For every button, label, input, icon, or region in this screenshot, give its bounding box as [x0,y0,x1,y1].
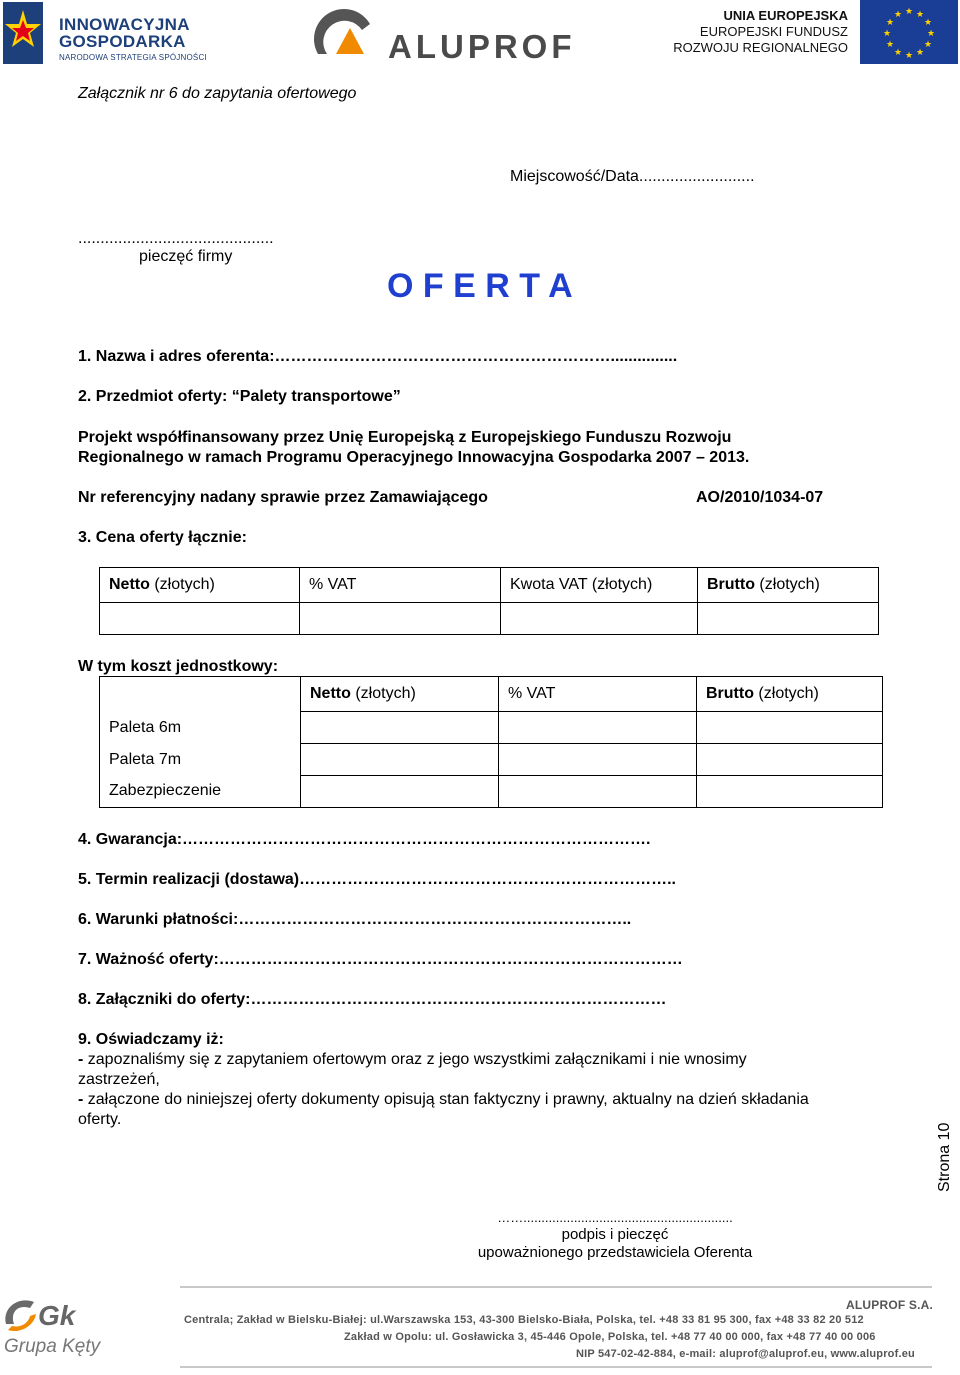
footer-line2: Zakład w Opolu: ul. Gosławicka 3, 45-446 Opole, Polska, tel. +48 77 40 00 000, fax +48 77 40 00 006 [344,1331,876,1343]
zabezpieczenie-brutto-cell[interactable] [697,776,883,808]
declaration-1-cont: zastrzeżeń, [78,1071,160,1088]
grupa-kety-gk: Gk [38,1300,76,1331]
attachment-title: Załącznik nr 6 do zapytania ofertowego [78,85,357,102]
svg-text:★: ★ [882,29,892,39]
signature-line1: podpis i pieczęć [561,1226,669,1243]
ig-line1: INNOWACYJNA [59,15,190,34]
price-header-brutto: Brutto (złotych) [698,568,879,603]
reference-value: AO/2010/1034-07 [696,489,824,506]
price-table-input-row [100,603,879,635]
footer-divider [180,1286,932,1288]
unit-header-vat: % VAT [499,677,697,712]
innowacyjna-gospodarka-logo [3,2,208,64]
section-3-price: 3. Cena oferty łącznie: [78,529,247,546]
project-line-2: Regionalnego w ramach Programu Operacyjnego Innowacyjna Gospodarka 2007 – 2013. [78,449,750,466]
price-brutto-cell[interactable] [698,603,879,635]
signature-line2: upoważnionego przedstawiciela Oferenta [477,1244,753,1261]
svg-text:★: ★ [893,48,903,58]
svg-text:★: ★ [923,18,933,28]
declaration-2-cont: oferty. [78,1111,122,1128]
reference-label: Nr referencyjny nadany sprawie przez Zamawiającego [78,489,488,506]
section-1-name-address: 1. Nazwa i adres oferenta:………………………………………………………............... [78,348,678,365]
page-number: Strona 10 [936,1122,953,1192]
aluprof-wordmark: ALUPROF [388,28,576,65]
unit-cost-label: W tym koszt jednostkowy: [78,658,279,675]
ig-line3: NARODOWA STRATEGIA SPÓJNOŚCI [59,53,207,62]
unit-header-empty [100,677,301,712]
price-header-vat-amount: Kwota VAT (złotych) [501,568,698,603]
paleta-7m-brutto-cell[interactable] [697,744,883,776]
footer-line3: NIP 547-02-42-884, e-mail: aluprof@aluprof.eu, www.aluprof.eu [576,1348,915,1360]
zabezpieczenie-vat-cell[interactable] [499,776,697,808]
ig-star-icon [3,2,47,64]
section-8-attachments: 8. Załączniki do oferty:…………………………………………………………………… [78,991,667,1008]
ig-line2: GOSPODARKA [59,32,186,51]
unit-cost-table [99,676,883,808]
grupa-kety-logo [0,1292,120,1362]
section-7-validity: 7. Ważność oferty:…………………………………………………………………………… [78,951,683,968]
svg-text:★: ★ [885,40,895,50]
aluprof-logo [312,6,602,65]
paleta-7m-vat-cell[interactable] [499,744,697,776]
eu-logo-text [670,8,848,56]
footer-divider-bottom [180,1366,932,1368]
section-5-delivery: 5. Termin realizacji (dostawa)…………………………………………………………….. [78,871,676,888]
price-header-netto: Netto (złotych) [100,568,300,603]
declaration-2: - załączone do niniejszej oferty dokumenty opisują stan faktyczny i prawny, aktualny na dzień składania [78,1091,809,1108]
unit-table-header-row [100,677,883,712]
zabezpieczenie-netto-cell[interactable] [301,776,499,808]
section-9-declaration: 9. Oświadczamy iż: [78,1031,224,1048]
svg-text:★: ★ [923,40,933,50]
svg-text:★: ★ [885,18,895,28]
price-header-vat: % VAT [300,568,501,603]
section-6-payment: 6. Warunki płatności:……………………………………………………………….. [78,911,632,928]
row-label-paleta-7m: Paleta 7m [100,744,301,776]
section-2-subject: 2. Przedmiot oferty: “Palety transportowe” [78,388,401,405]
section-4-warranty: 4. Gwarancja:……………………………………………………………………………. [78,831,651,848]
declaration-1: - zapoznaliśmy się z zapytaniem ofertowym oraz z jego wszystkimi załącznikami i nie wnosimy [78,1051,747,1068]
table-row [100,744,883,776]
price-netto-cell[interactable] [100,603,300,635]
signature-dots: …….......................................................... [497,1210,733,1225]
eu-line3: ROZWOJU REGIONALNEGO [673,40,848,55]
signature-block [450,1210,780,1262]
place-date-field: Miejscowość/Data.......................... [510,168,755,185]
footer-company: ALUPROF S.A. [846,1298,934,1312]
paleta-6m-vat-cell[interactable] [499,712,697,744]
price-table-header-row [100,568,879,603]
unit-header-netto: Netto (złotych) [301,677,499,712]
svg-text:★: ★ [926,29,936,39]
svg-text:★: ★ [915,48,925,58]
svg-text:★: ★ [893,10,903,20]
paleta-6m-brutto-cell[interactable] [697,712,883,744]
price-vat-amount-cell[interactable] [501,603,698,635]
unit-header-brutto: Brutto (złotych) [697,677,883,712]
project-line-1: Projekt współfinansowany przez Unię Europejską z Europejskiego Funduszu Rozwoju [78,429,732,446]
eu-line2: EUROPEJSKI FUNDUSZ [699,24,848,39]
eu-flag-icon [860,0,958,64]
stamp-dots: ............................................ [78,230,274,247]
table-row [100,776,883,808]
row-label-paleta-6m: Paleta 6m [100,712,301,744]
svg-text:★: ★ [904,7,914,17]
aluprof-mark-icon [312,6,380,56]
eu-line1: UNIA EUROPEJSKA [723,8,848,23]
price-table [99,567,879,635]
grupa-kety-name: Grupa Kęty [4,1336,101,1357]
table-row [100,712,883,744]
paleta-7m-netto-cell[interactable] [301,744,499,776]
page-title: O F E R T A [387,267,573,305]
svg-text:★: ★ [904,51,914,61]
stamp-label: pieczęć firmy [139,248,233,265]
price-vat-cell[interactable] [300,603,501,635]
grupa-kety-swirl-icon [2,1294,38,1334]
footer-line1: Centrala; Zakład w Bielsku-Białej: ul.Warszawska 153, 43-300 Bielsko-Biała, Polska, tel. +48 33 81 95 300, fax +48 33 82 20 512 [184,1314,864,1326]
svg-text:★: ★ [915,10,925,20]
paleta-6m-netto-cell[interactable] [301,712,499,744]
row-label-zabezpieczenie: Zabezpieczenie [100,776,301,808]
